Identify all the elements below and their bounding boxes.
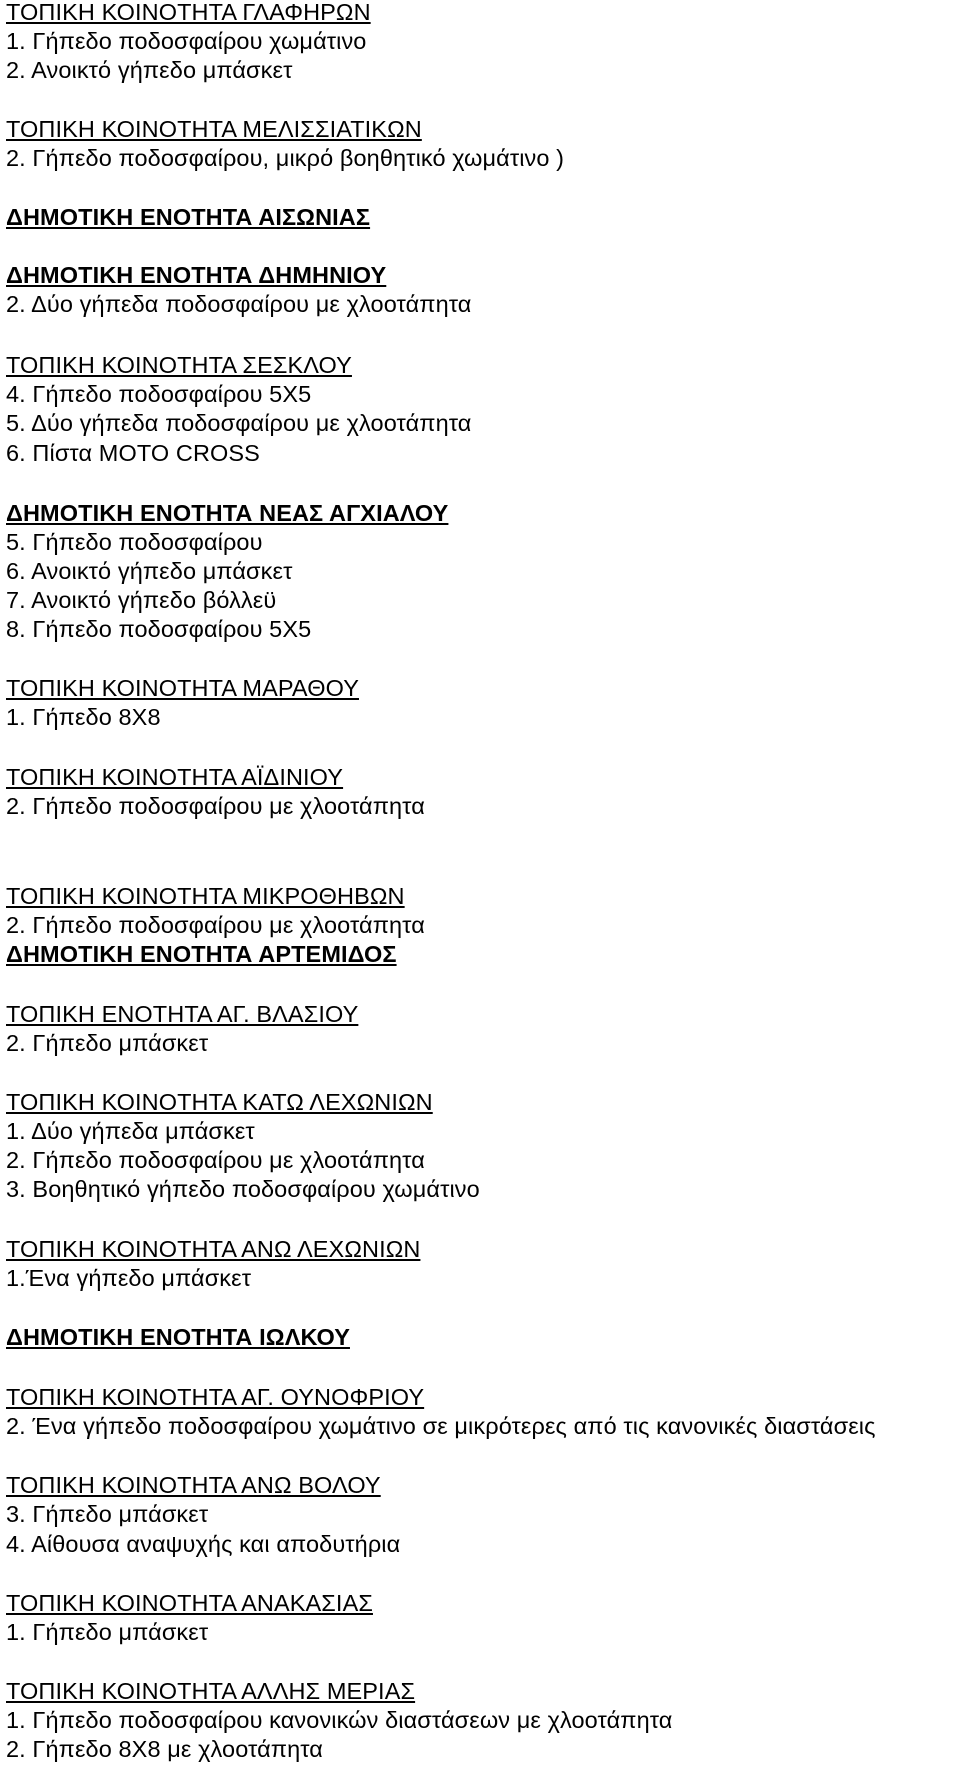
list-item: 2. Γήπεδο ποδοσφαίρου με χλοοτάπητα xyxy=(6,1147,425,1173)
list-item: 1. Γήπεδο 8Χ8 xyxy=(6,704,161,730)
section-heading-diminiou: ΔΗΜΟΤΙΚΗ ΕΝΟΤΗΤΑ ΔΗΜΗΝΙΟΥ xyxy=(6,262,387,288)
list-item: 3. Γήπεδο μπάσκετ xyxy=(6,1501,209,1527)
section-heading-iolkou: ΔΗΜΟΤΙΚΗ ΕΝΟΤΗΤΑ ΙΩΛΚΟΥ xyxy=(6,1324,350,1350)
section-heading-mikrothivon: ΤΟΠΙΚΗ ΚΟΙΝΟΤΗΤΑ ΜΙΚΡΟΘΗΒΩΝ xyxy=(6,883,405,909)
list-item: 6. Ανοικτό γήπεδο μπάσκετ xyxy=(6,558,293,584)
list-item: 2. Δύο γήπεδα ποδοσφαίρου με χλοοτάπητα xyxy=(6,291,472,317)
list-item: 1. Γήπεδο ποδοσφαίρου χωμάτινο xyxy=(6,28,367,54)
list-item: 7. Ανοικτό γήπεδο βόλλεϋ xyxy=(6,587,277,613)
section-heading-marathou: ΤΟΠΙΚΗ ΚΟΙΝΟΤΗΤΑ ΜΑΡΑΘΟΥ xyxy=(6,675,359,701)
section-heading-allis-merias: ΤΟΠΙΚΗ ΚΟΙΝΟΤΗΤΑ ΑΛΛΗΣ ΜΕΡΙΑΣ xyxy=(6,1678,416,1704)
section-heading-melissiatikon: ΤΟΠΙΚΗ ΚΟΙΝΟΤΗΤΑ ΜΕΛΙΣΣΙΑΤΙΚΩΝ xyxy=(6,116,422,142)
list-item: 1. Γήπεδο ποδοσφαίρου κανονικών διαστάσεων με χλοοτάπητα xyxy=(6,1707,673,1733)
section-heading-aidiniou: ΤΟΠΙΚΗ ΚΟΙΝΟΤΗΤΑ ΑΪΔΙΝΙΟΥ xyxy=(6,764,344,790)
section-heading-kato-lechonion: ΤΟΠΙΚΗ ΚΟΙΝΟΤΗΤΑ ΚΑΤΩ ΛΕΧΩΝΙΩΝ xyxy=(6,1089,433,1115)
list-item: 4. Αίθουσα αναψυχής και αποδυτήρια xyxy=(6,1531,401,1557)
section-heading-ag-vlasiou: ΤΟΠΙΚΗ ΕΝΟΤΗΤΑ ΑΓ. ΒΛΑΣΙΟΥ xyxy=(6,1001,359,1027)
list-item: 2. Γήπεδο 8Χ8 με χλοοτάπητα xyxy=(6,1736,323,1762)
list-item: 5. Γήπεδο ποδοσφαίρου xyxy=(6,529,263,555)
list-item: 2. Γήπεδο μπάσκετ xyxy=(6,1030,209,1056)
list-item: 6. Πίστα MOTO CROSS xyxy=(6,440,260,466)
list-item: 1. Δύο γήπεδα μπάσκετ xyxy=(6,1118,255,1144)
section-heading-glafyron: ΤΟΠΙΚΗ ΚΟΙΝΟΤΗΤΑ ΓΛΑΦΗΡΩΝ xyxy=(6,0,371,25)
list-item: 8. Γήπεδο ποδοσφαίρου 5Χ5 xyxy=(6,616,312,642)
list-item: 3. Βοηθητικό γήπεδο ποδοσφαίρου χωμάτινο xyxy=(6,1176,480,1202)
list-item: 2. Γήπεδο ποδοσφαίρου με χλοοτάπητα xyxy=(6,912,425,938)
list-item: 2. Γήπεδο ποδοσφαίρου με χλοοτάπητα xyxy=(6,793,425,819)
list-item: 2. Ένα γήπεδο ποδοσφαίρου χωμάτινο σε μικρότερες από τις κανονικές διαστάσεις xyxy=(6,1413,876,1439)
section-heading-ano-lechonion: ΤΟΠΙΚΗ ΚΟΙΝΟΤΗΤΑ ΑΝΩ ΛΕΧΩΝΙΩΝ xyxy=(6,1236,421,1262)
section-heading-anakasias: ΤΟΠΙΚΗ ΚΟΙΝΟΤΗΤΑ ΑΝΑΚΑΣΙΑΣ xyxy=(6,1590,373,1616)
section-heading-ag-ounofriou: ΤΟΠΙΚΗ ΚΟΙΝΟΤΗΤΑ ΑΓ. ΟΥΝΟΦΡΙΟΥ xyxy=(6,1384,425,1410)
section-heading-artemidos: ΔΗΜΟΤΙΚΗ ΕΝΟΤΗΤΑ ΑΡΤΕΜΙΔΟΣ xyxy=(6,941,397,967)
list-item: 1.Ένα γήπεδο μπάσκετ xyxy=(6,1265,252,1291)
section-heading-ano-volou: ΤΟΠΙΚΗ ΚΟΙΝΟΤΗΤΑ ΑΝΩ ΒΟΛΟΥ xyxy=(6,1472,381,1498)
list-item: 1. Γήπεδο μπάσκετ xyxy=(6,1619,209,1645)
section-heading-sesklou: ΤΟΠΙΚΗ ΚΟΙΝΟΤΗΤΑ ΣΕΣΚΛΟΥ xyxy=(6,352,352,378)
section-heading-neas-agchialou: ΔΗΜΟΤΙΚΗ ΕΝΟΤΗΤΑ ΝΕΑΣ ΑΓΧΙΑΛΟΥ xyxy=(6,500,449,526)
section-heading-aisonias: ΔΗΜΟΤΙΚΗ ΕΝΟΤΗΤΑ ΑΙΣΩΝΙΑΣ xyxy=(6,204,371,230)
list-item: 4. Γήπεδο ποδοσφαίρου 5Χ5 xyxy=(6,381,312,407)
list-item: 2. Ανοικτό γήπεδο μπάσκετ xyxy=(6,57,293,83)
list-item: 2. Γήπεδο ποδοσφαίρου, μικρό βοηθητικό χωμάτινο ) xyxy=(6,145,565,171)
list-item: 5. Δύο γήπεδα ποδοσφαίρου με χλοοτάπητα xyxy=(6,410,472,436)
